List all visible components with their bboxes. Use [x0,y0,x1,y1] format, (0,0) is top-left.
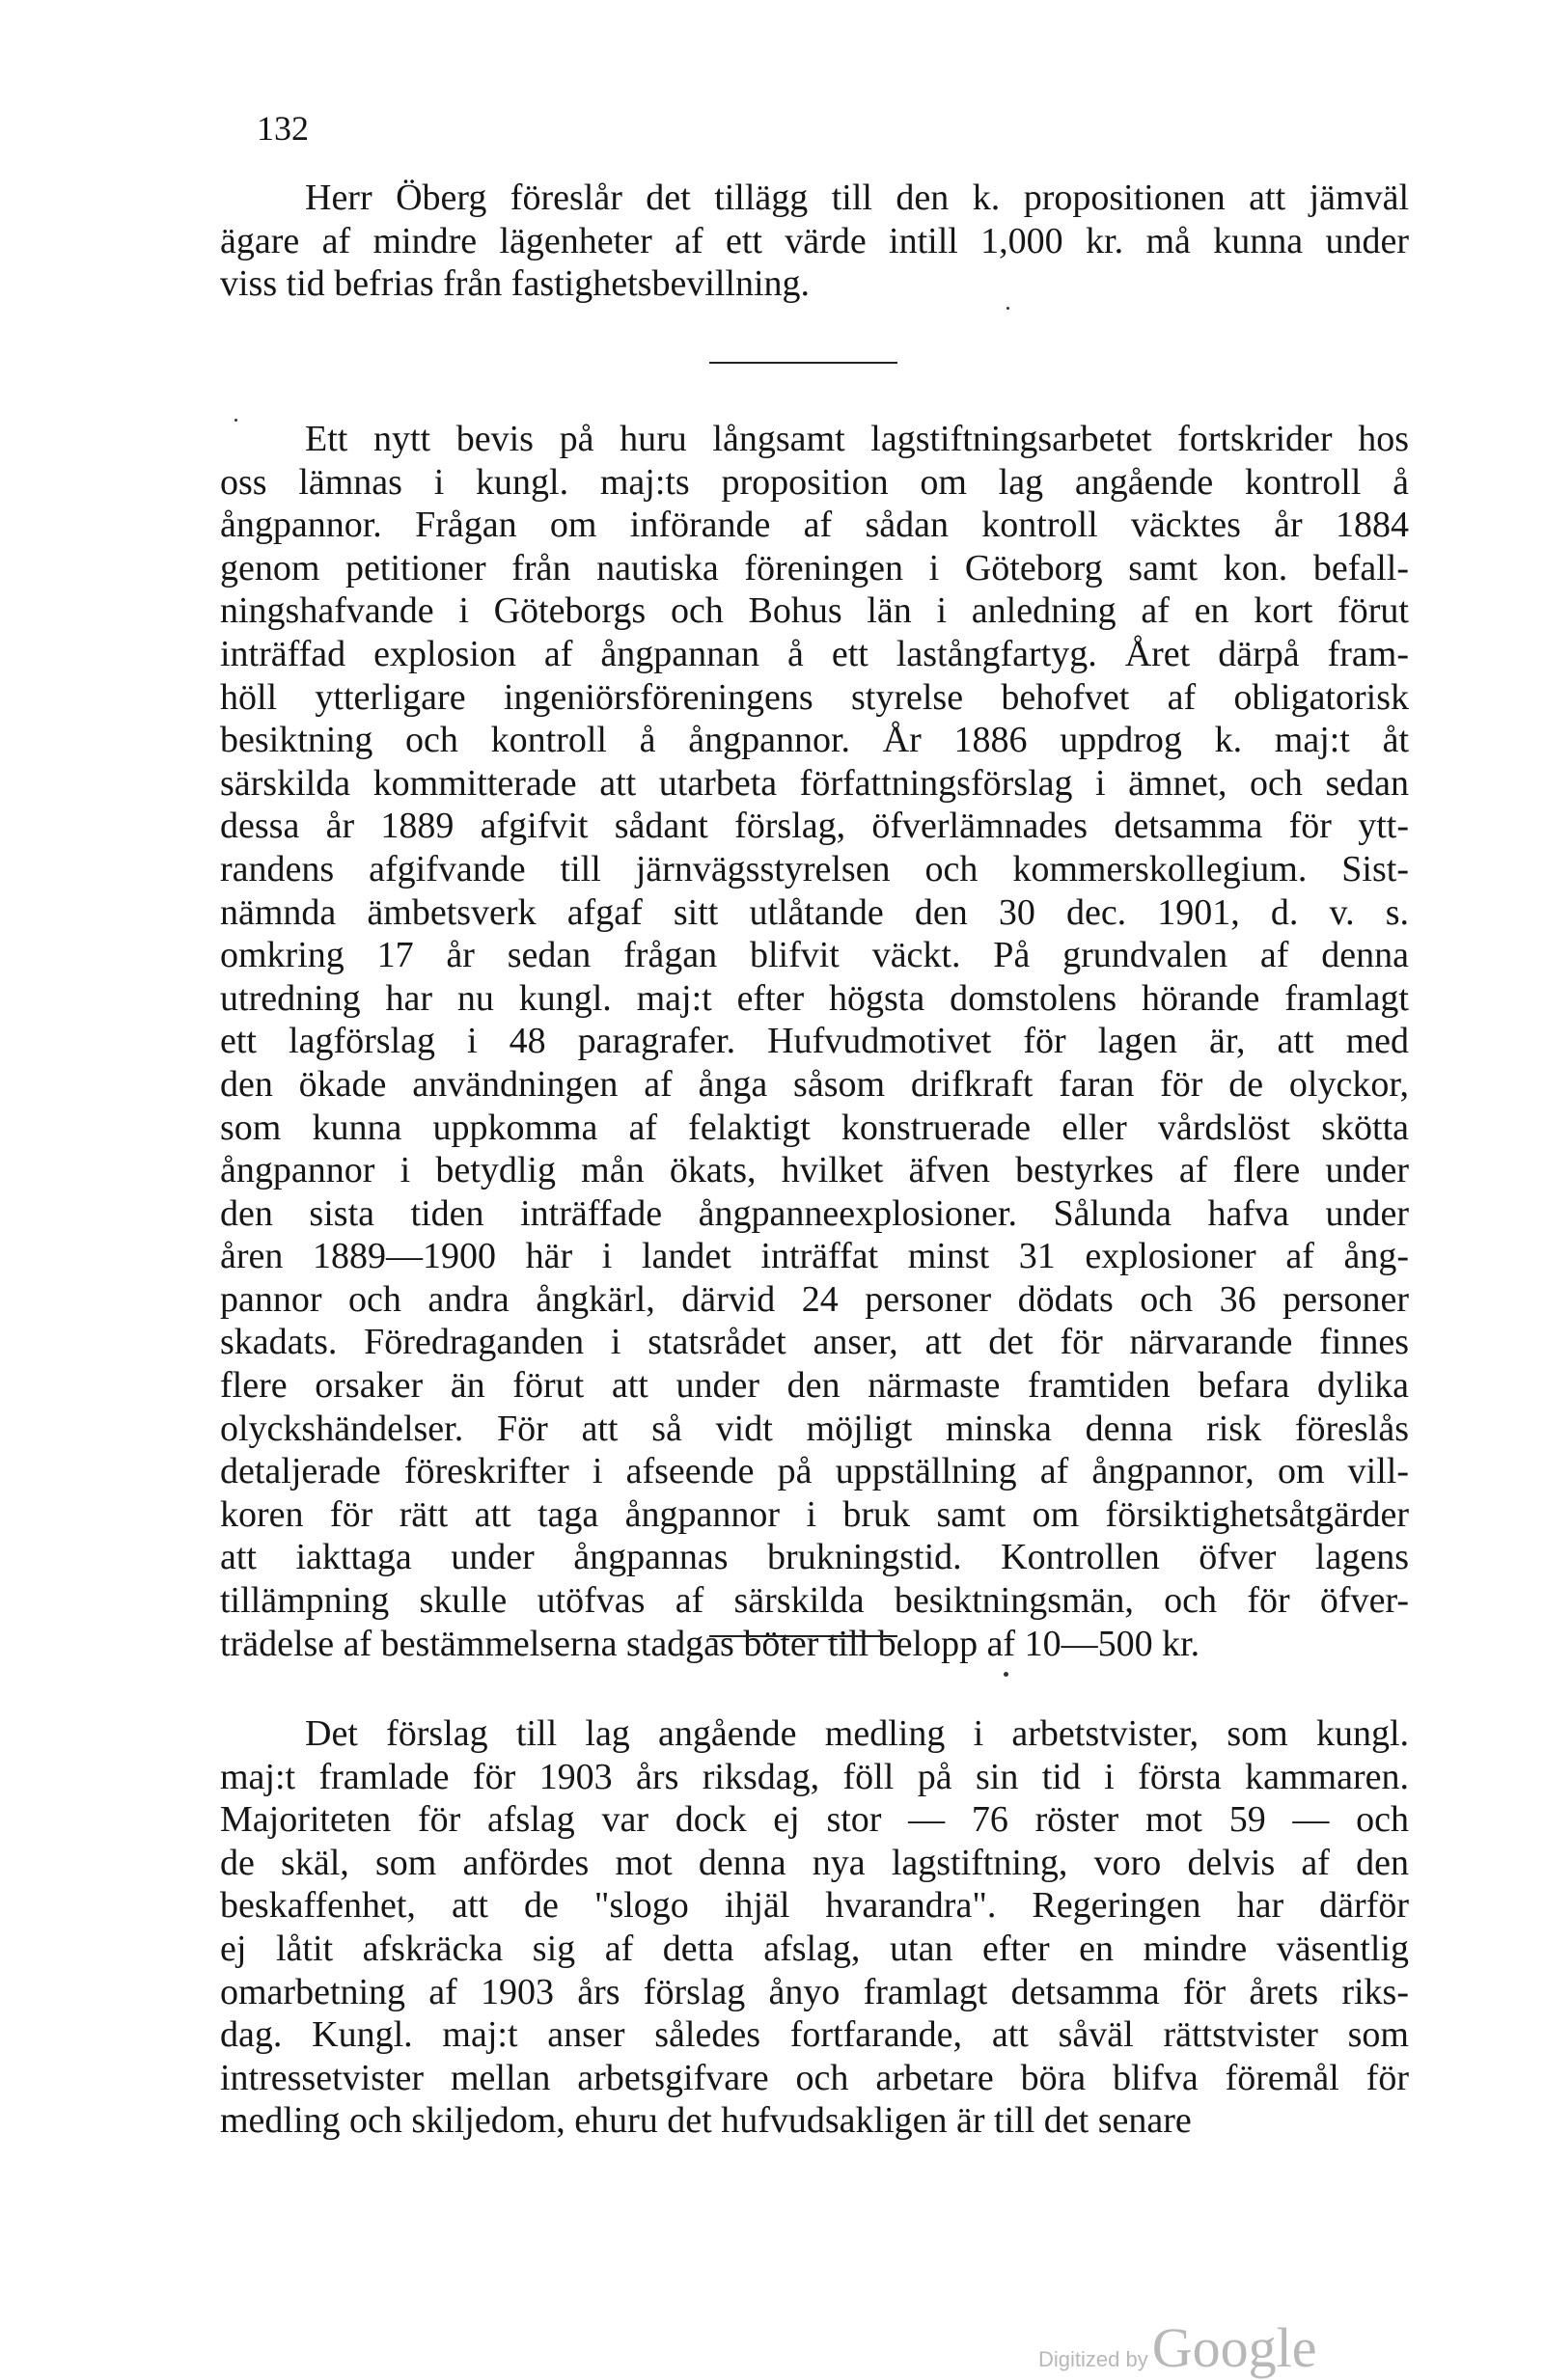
text-line: inträffad explosion af ångpannan å ett lastångfartyg. Året därpå fram- [220,633,1409,674]
page-number: 132 [257,109,309,148]
text-line: höll ytterligare ingeniörsföreningens styrelse behofvet af obligatorisk [220,676,1409,718]
speck [1006,307,1009,310]
paragraph-fastighetsbevillning [220,177,1409,306]
text-line: som kunna uppkomma af felaktigt konstruerade eller vårdslöst skötta [220,1107,1409,1148]
speck [1004,1672,1008,1677]
text-line: intressetvister mellan arbetsgifvare och arbetare böra blifva föremål för [220,2057,1409,2098]
text-line: att iakttaga under ångpannas brukningstid. Kontrollen öfver lagens [220,1537,1409,1578]
text-line: dag. Kungl. maj:t anser således fortfarande, att såväl rättstvister som [220,2014,1409,2056]
text-line: viss tid befrias från fastighetsbevillning. [220,263,811,305]
text-line: de skäl, som anfördes mot denna nya lagstiftning, voro delvis af den [220,1842,1409,1883]
text-line: omarbetning af 1903 års förslag ånyo framlagt detsamma för årets riks- [220,1971,1409,2012]
text-line: beskaffenhet, att de "slogo ihjäl hvarandra". Regeringen har därför [220,1885,1409,1927]
text-line: olyckshändelser. För att så vidt möjligt minska denna risk föreslås [220,1408,1409,1449]
text-line: Ett nytt bevis på huru långsamt lagstiftningsarbetet fortskrider hos [305,419,1409,459]
digitized-by-google-watermark [1038,2315,1316,2380]
text-line: ägare af mindre lägenheter af ett värde intill 1,000 kr. må kunna under [220,220,1409,261]
text-line: tillämpning skulle utöfvas af särskilda besiktningsmän, och för öfver- [220,1580,1409,1622]
text-line: ej låtit afskräcka sig af detta afslag, utan efter en mindre väsentlig [220,1928,1409,1969]
paragraph-angpannor [220,418,1409,1665]
text-line: omkring 17 år sedan frågan blifvit väckt. På grundvalen af denna [220,935,1409,976]
text-line: genom petitioner från nautiska föreningen i Göteborg samt kon. befall- [220,547,1409,588]
text-line: nämnda ämbetsverk afgaf sitt utlåtande den 30 dec. 1901, d. v. s. [220,891,1409,933]
text-line: Det förslag till lag angående medling i arbetstvister, som kungl. [305,1713,1409,1754]
paragraph-arbetstvister [220,1712,1409,2143]
section-divider [709,362,897,364]
text-line: den ökade användningen af ånga såsom drifkraft faran för de olyckor, [220,1063,1409,1105]
text-line: oss lämnas i kungl. maj:ts proposition om lag angående kontroll å [220,461,1409,503]
text-line: ningshafvande i Göteborgs och Bohus län i anledning af en kort förut [220,590,1409,632]
text-line: ångpannor i betydlig mån ökats, hvilket äfven bestyrkes af flere under [220,1150,1409,1191]
text-line: Majoriteten för afslag var dock ej stor — 76 röster mot 59 — och [220,1799,1409,1841]
text-line: pannor och andra ångkärl, därvid 24 personer dödats och 36 personer [220,1278,1409,1320]
section-divider [709,1635,897,1637]
text-line: medling och skiljedom, ehuru det hufvudsakligen är till det senare [220,2100,1192,2142]
text-line: utredning har nu kungl. maj:t efter högsta domstolens hörande framlagt [220,977,1409,1019]
text-line: koren för rätt att taga ångpannor i bruk samt om försiktighetsåtgärder [220,1493,1409,1535]
text-line: ångpannor. Frågan om införande af sådan kontroll väcktes år 1884 [220,505,1409,546]
text-line: särskilda kommitterade att utarbeta författningsförslag i ämnet, och sedan [220,762,1409,804]
text-line: detaljerade föreskrifter i afseende på uppställning af ångpannor, om vill- [220,1451,1409,1492]
text-line: flere orsaker än förut att under den närmaste framtiden befara dylika [220,1365,1409,1407]
text-line: dessa år 1889 afgifvit sådant förslag, öfverlämnades detsamma för ytt- [220,806,1409,847]
text-line: åren 1889—1900 här i landet inträffat minst 31 explosioner af ång- [220,1236,1409,1277]
google-logo: Google [1151,2316,1317,2379]
text-line: skadats. Föredraganden i statsrådet anser, att det för närvarande finnes [220,1322,1409,1363]
text-line: Herr Öberg föreslår det tillägg till den k. propositionen att jämväl [305,178,1409,218]
text-line: ett lagförslag i 48 paragrafer. Hufvudmotivet för lagen är, att med [220,1021,1409,1062]
text-line: den sista tiden inträffade ångpanneexplosioner. Sålunda hafva under [220,1192,1409,1234]
text-line: maj:t framlade för 1903 års riksdag, föll på sin tid i första kammaren. [220,1756,1409,1797]
text-line: trädelse af bestämmelserna stadgas böter till belopp af 10—500 kr. [220,1623,1200,1664]
digitized-by-label: Digitized by [1038,2347,1148,2371]
text-line: besiktning och kontroll å ångpannor. År 1886 uppdrog k. maj:t åt [220,720,1409,761]
text-line: randens afgifvande till järnvägsstyrelsen och kommerskollegium. Sist- [220,848,1409,889]
